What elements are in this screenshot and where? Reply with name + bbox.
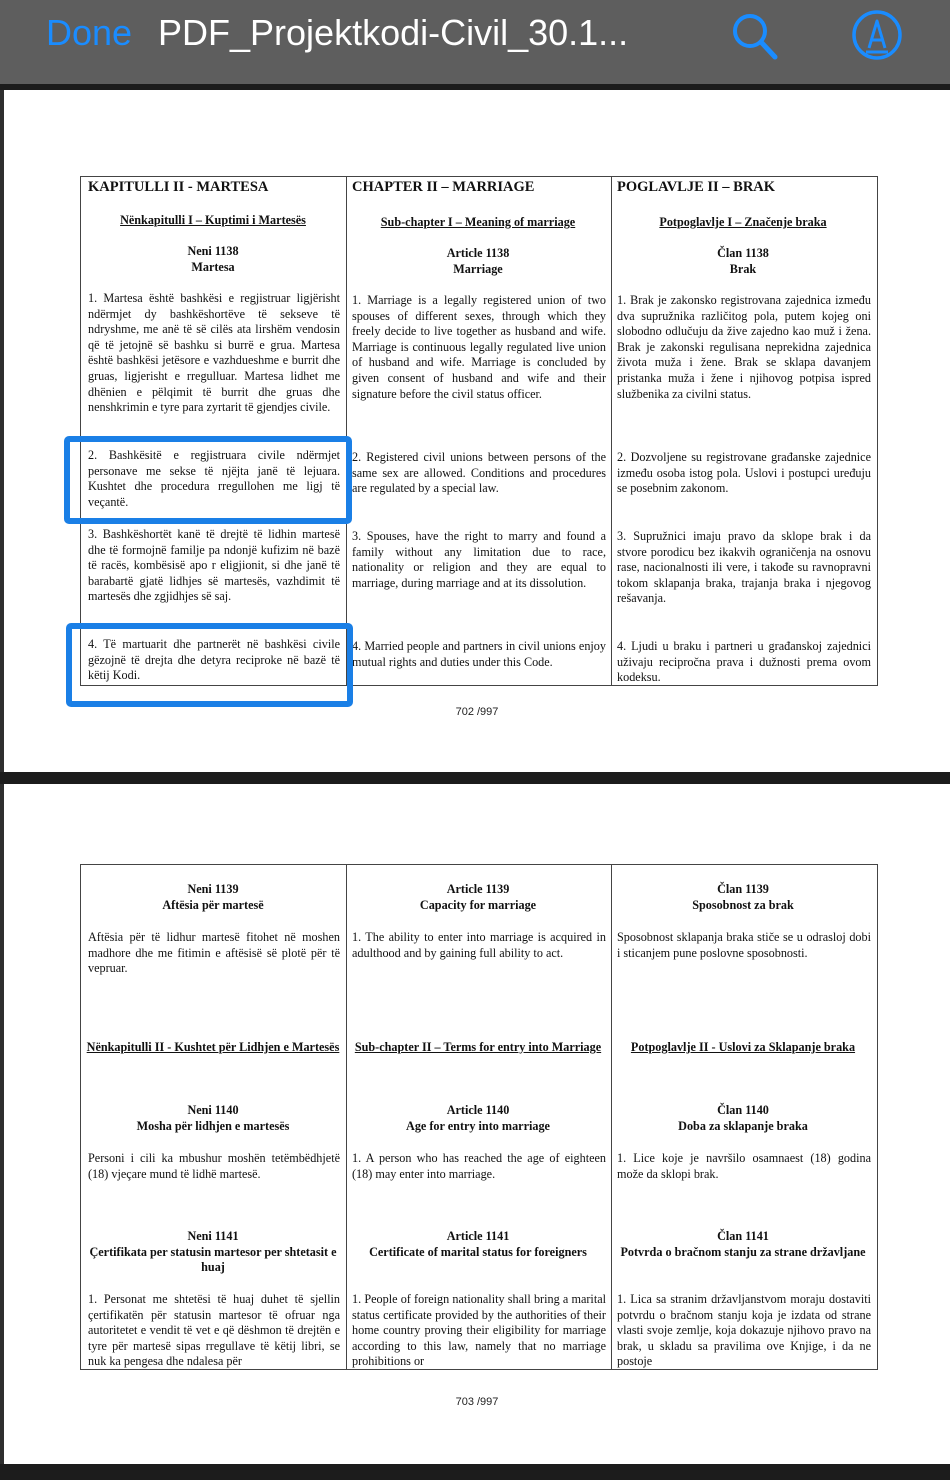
trilingual-table — [80, 176, 878, 686]
markup-pen-icon[interactable] — [850, 8, 904, 62]
top-toolbar — [0, 0, 950, 84]
subchapter-en: Sub-chapter I – Meaning of marriage — [380, 215, 576, 229]
page-gap — [0, 772, 950, 784]
paragraph-4-sq: 4. Të martuarit dhe partnerët në bashkësi civile gëzojnë të drejta dhe detyra reciproke në bazë të këtij Kodi. — [88, 637, 340, 683]
chapter-header-sr: POGLAVLJE II – BRAK — [617, 179, 776, 195]
paragraph-1140-sq: Personi i cili ka mbushur moshën tetëmbëdhjetë (18) vjeçare mund të lidhë martesë. — [88, 1151, 340, 1181]
paragraph-3-en: 3. Spouses, have the right to marry and found a family without any limitation due to race, nationality or religion and they are equal to marriage, during marriage and at its dissolution. — [352, 529, 606, 590]
paragraph-1-sr: 1. Brak je zakonsko registrovana zajednica između dva supružnika različitog pola, putem kojeg oni slobodno odlučuju da žive zajedno kao muž i žena. Brak je zakonski regulisana neprekidna zajednica života muža i žene. Brak se sklapa davanjem pristanka muža i žene i njihovog potpisa ispred službenika za civilni status. — [617, 293, 871, 401]
paragraph-1141-sr: 1. Lica sa stranim državljanstvom moraju dostaviti potvrdu o bračnom stanju koja je izdata od strane vlasti svoje zemlje, koja dokazuje njihovo pravo na brak, u skladu sa pravilima ove Knjige, i da ne postoje — [617, 1292, 871, 1368]
article-heading-sq: Neni 1140 Mosha për lidhjen e martesës — [136, 1103, 290, 1133]
trilingual-table — [80, 864, 878, 1370]
article-heading-en: Article 1140 Age for entry into marriage — [406, 1103, 550, 1133]
paragraph-1140-en: 1. A person who has reached the age of eighteen (18) may enter into marriage. — [352, 1151, 606, 1181]
paragraph-2-sr: 2. Dozvoljene su registrovane građanske zajednice između osoba istog pola. Uslovi i postupci uređuju se posebnim zakonom. — [617, 450, 871, 496]
page-gap — [0, 1464, 950, 1480]
paragraph-1139-en: 1. The ability to enter into marriage is acquired in adulthood and by gaining full ability to act. — [352, 930, 606, 960]
page-number: 702 /997 — [455, 706, 499, 718]
article-heading-sr: Član 1140 Doba za sklapanje braka — [678, 1103, 808, 1133]
article-heading-sr: Član 1139 Sposobnost za brak — [692, 882, 794, 912]
paragraph-2-en: 2. Registered civil unions between persons of the same sex are allowed. Conditions and procedures are regulated by a special law. — [352, 450, 606, 496]
paragraph-1139-sr: Sposobnost sklapanja braka stiče se u odrasloj dobi i sticanjem pune poslovne sposobnosti. — [617, 930, 871, 960]
article-heading-sr: Član 1138 Brak — [717, 246, 769, 276]
article-heading-en: Article 1141 Certificate of marital status for foreigners — [369, 1229, 587, 1259]
paragraph-4-en: 4. Married people and partners in civil unions enjoy mutual rights and duties under this Code. — [352, 639, 606, 669]
article-heading-sr: Član 1141 Potvrda o bračnom stanju za strane državljane — [620, 1229, 866, 1259]
highlight-annotation-paragraph-2[interactable] — [64, 436, 352, 524]
subchapter-sr: Potpoglavlje II - Uslovi za Sklapanje braka — [630, 1040, 856, 1054]
subchapter-sq: Nënkapitulli I – Kuptimi i Martesës — [120, 213, 306, 227]
paragraph-3-sr: 3. Supružnici imaju pravo da sklope brak i da stvore porodicu bez ikakvih ograničenja na osnovu rase, nacionalnosti ili vere, i takođe su ravnopravni tokom sklapanja braka, trajanja braka i njegovog rešavanja. — [617, 529, 871, 606]
done-button[interactable]: Done — [46, 12, 133, 53]
paragraph-1141-en: 1. People of foreign nationality shall bring a marital status certificate provided by the authorities of their home country proving their eligibility for marriage according to this law, namely that no marriage prohibitions or — [352, 1292, 606, 1368]
search-icon[interactable] — [730, 10, 780, 62]
article-heading-sq: Neni 1139 Aftësia për martesë — [162, 882, 264, 912]
article-heading-sq: Neni 1141 Çertifikata per statusin martesor per shtetasit e huaj — [89, 1229, 337, 1275]
subchapter-sq: Nënkapitulli II - Kushtet për Lidhjen e Martesës — [86, 1040, 340, 1054]
article-heading-en: Article 1138 Marriage — [446, 246, 510, 276]
paragraph-4-sr: 4. Ljudi u braku i partneri u građanskoj zajednici uživaju recipročna prava i dužnosti prema ovom kodeksu. — [617, 639, 871, 685]
subchapter-sr: Potpoglavlje I – Značenje braka — [659, 215, 827, 229]
article-heading-en: Article 1139 Capacity for marriage — [419, 882, 537, 912]
pdf-page-703[interactable] — [4, 784, 950, 1464]
subchapter-en: Sub-chapter II – Terms for entry into Marriage — [354, 1040, 602, 1054]
chapter-header-en: CHAPTER II – MARRIAGE — [352, 179, 535, 195]
paragraph-1140-sr: 1. Lice koje je navršilo osamnaest (18) godina može da sklopi brak. — [617, 1151, 871, 1181]
paragraph-2-sq: 2. Bashkësitë e regjistruara civile ndërmjet personave me sekse të njëjta janë të lejuara. Kushtet dhe procedura rregullohen me ligj të veçantë. — [88, 448, 340, 509]
paragraph-1141-sq: 1. Personat me shtetësi të huaj duhet të sjellin çertifikatën për statusin martesor të ofruar nga autoritetet e vendit të vet e që dëshmon të drejtën e tyre për martesë sipas rregullave të këtij libri, se nuk ka pengesa dhe ndalesa për — [88, 1292, 340, 1368]
pdf-page-702[interactable] — [4, 90, 950, 772]
paragraph-1139-sq: Aftësia për të lidhur martesë fitohet në moshen madhore dhe me fitimin e aftësisë së plotë për të vepruar. — [88, 930, 340, 976]
highlight-annotation-paragraph-4[interactable] — [66, 623, 353, 707]
article-heading-sq: Neni 1138 Martesa — [187, 244, 239, 274]
paragraph-1-en: 1. Marriage is a legally registered union of two spouses of different sexes, through which they freely decide to live together as husband and wife. Marriage is continuous legally regulated live union of husband and wife. Marriage is concluded by given consent of husband and wife and their signature before the civil status officer. — [352, 293, 606, 401]
document-title: PDF_Projektkodi-Civil_30.1... — [158, 12, 629, 53]
paragraph-3-sq: 3. Bashkëshortët kanë të drejtë të lidhin martesë dhe të formojnë familje pa ndonjë kufizim në bazë të racës, kombësisë apo r eligjionit, si dhe janë të barabartë gjatë lidhjes së martesës, vazhdimit të martesës dhe zgjidhjes së saj. — [88, 527, 340, 604]
chapter-header-sq: KAPITULLI II - MARTESA — [88, 179, 269, 195]
page-number: 703 /997 — [455, 1396, 499, 1408]
paragraph-1-sq: 1. Martesa është bashkësi e regjistruar ligjërisht ndërmjet dy bashkëshortëve të sekseve të ndryshme, me anë të së cilës ata lirshëm vendosin që të jetojnë së bashku si burrë e grua. Martesa është bashkësi jetësore e vazhdueshme e burrit dhe gruas, ligjerisht e rregulluar. Martesa lidhet me dhënien e pëlqimit të burrit dhe gruas dhe nenshkrimin e tyre para zyrtarit të gjendjes civile. — [88, 291, 340, 415]
